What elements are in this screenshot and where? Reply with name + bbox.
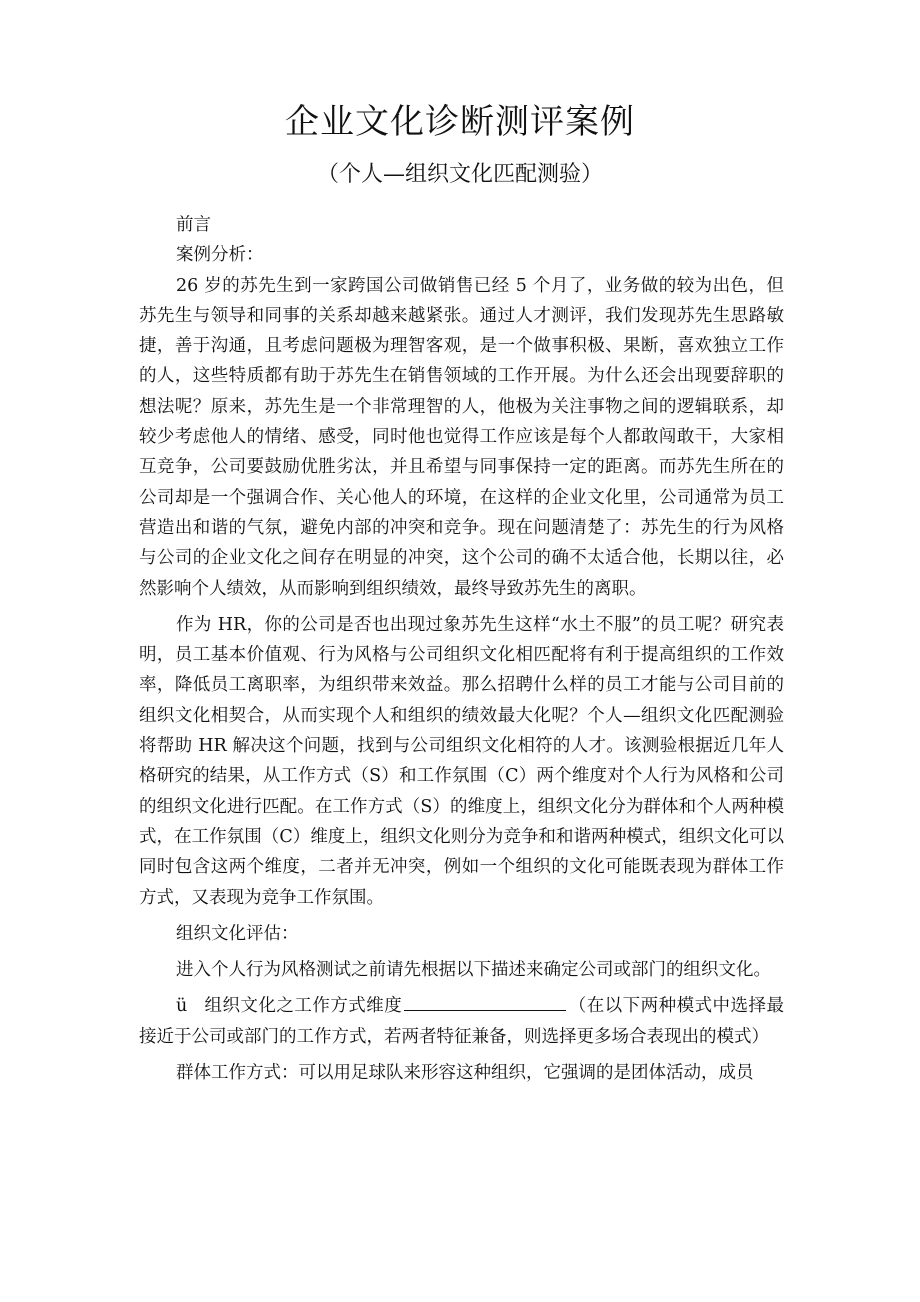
- assessment-heading: 组织文化评估：: [176, 923, 299, 944]
- hr-paragraph: 作为 HR，你的公司是否也出现过象苏先生这样“水土不服”的员工呢？研究表明，员工基本价值观、行为风格与公司组织文化相匹配将有利于提高组织的工作效率，降低员工离职率，为组织带来效益。那么招聘什么样的员工才能与公司目前的组织文化相契合，从而实现个人和组织的绩效最大化呢？个人—组织文化匹配测验将帮助 HR 解决这个问题，找到与公司组织文化相符的人才。该测验根据近几年人格研究的结果，从工作方式（S）和工作氛围（C）两个维度对个人行为风格和公司的组织文化进行匹配。在工作方式（S）的维度上，组织文化分为群体和个人两种模式，在工作氛围（C）维度上，组织文化则分为竞争和和谐两种模式，组织文化可以同时包含这两个维度，二者并无冲突，例如一个组织的文化可能既表现为群体工作方式，又表现为竞争工作氛围。: [139, 614, 784, 908]
- preface-heading: 前言: [176, 215, 211, 235]
- work-style-answer-blank[interactable]: [404, 992, 566, 1011]
- work-style-dimension-label: 组织文化之工作方式维度: [204, 996, 403, 1017]
- work-style-dimension-note: （在以下两种模式中选择最接近于公司或部门的工作方式，若两者特征兼备，则选择更多场合表现出的模式）: [139, 996, 784, 1047]
- document-title: 企业文化诊断测评案例: [285, 102, 635, 142]
- assessment-instruction: 进入个人行为风格测试之前请先根据以下描述来确定公司或部门的组织文化。: [176, 960, 771, 981]
- checkmark-bullet-icon: ü: [176, 996, 188, 1017]
- document-body: [139, 210, 784, 1088]
- document-subtitle: （个人—组织文化匹配测验）: [316, 162, 603, 187]
- work-style-dimension-item: [139, 991, 784, 1052]
- group-work-style-paragraph: 群体工作方式：可以用足球队来形容这种组织，它强调的是团体活动，成员: [176, 1063, 754, 1084]
- case-paragraph: 26 岁的苏先生到一家跨国公司做销售已经 5 个月了，业务做的较为出色，但苏先生与领导和同事的关系却越来越紧张。通过人才测评，我们发现苏先生思路敏捷，善于沟通，且考虑问题极为理智客观，是一个做事积极、果断，喜欢独立工作的人，这些特质都有助于苏先生在销售领域的工作开展。为什么还会出现要辞职的想法呢？原来，苏先生是一个非常理智的人，他极为关注事物之间的逻辑联系，却较少考虑他人的情绪、感受，同时他也觉得工作应该是每个人都敢闯敢干，大家相互竞争，公司要鼓励优胜劣汰，并且希望与同事保持一定的距离。而苏先生所在的公司却是一个强调合作、关心他人的环境，在这样的企业文化里，公司通常为员工营造出和谐的气氛，避免内部的冲突和竞争。现在问题清楚了：苏先生的行为风格与公司的企业文化之间存在明显的冲突，这个公司的确不太适合他，长期以往，必然影响个人绩效，从而影响到组织绩效，最终导致苏先生的离职。: [139, 275, 784, 599]
- case-analysis-heading: 案例分析：: [176, 245, 264, 266]
